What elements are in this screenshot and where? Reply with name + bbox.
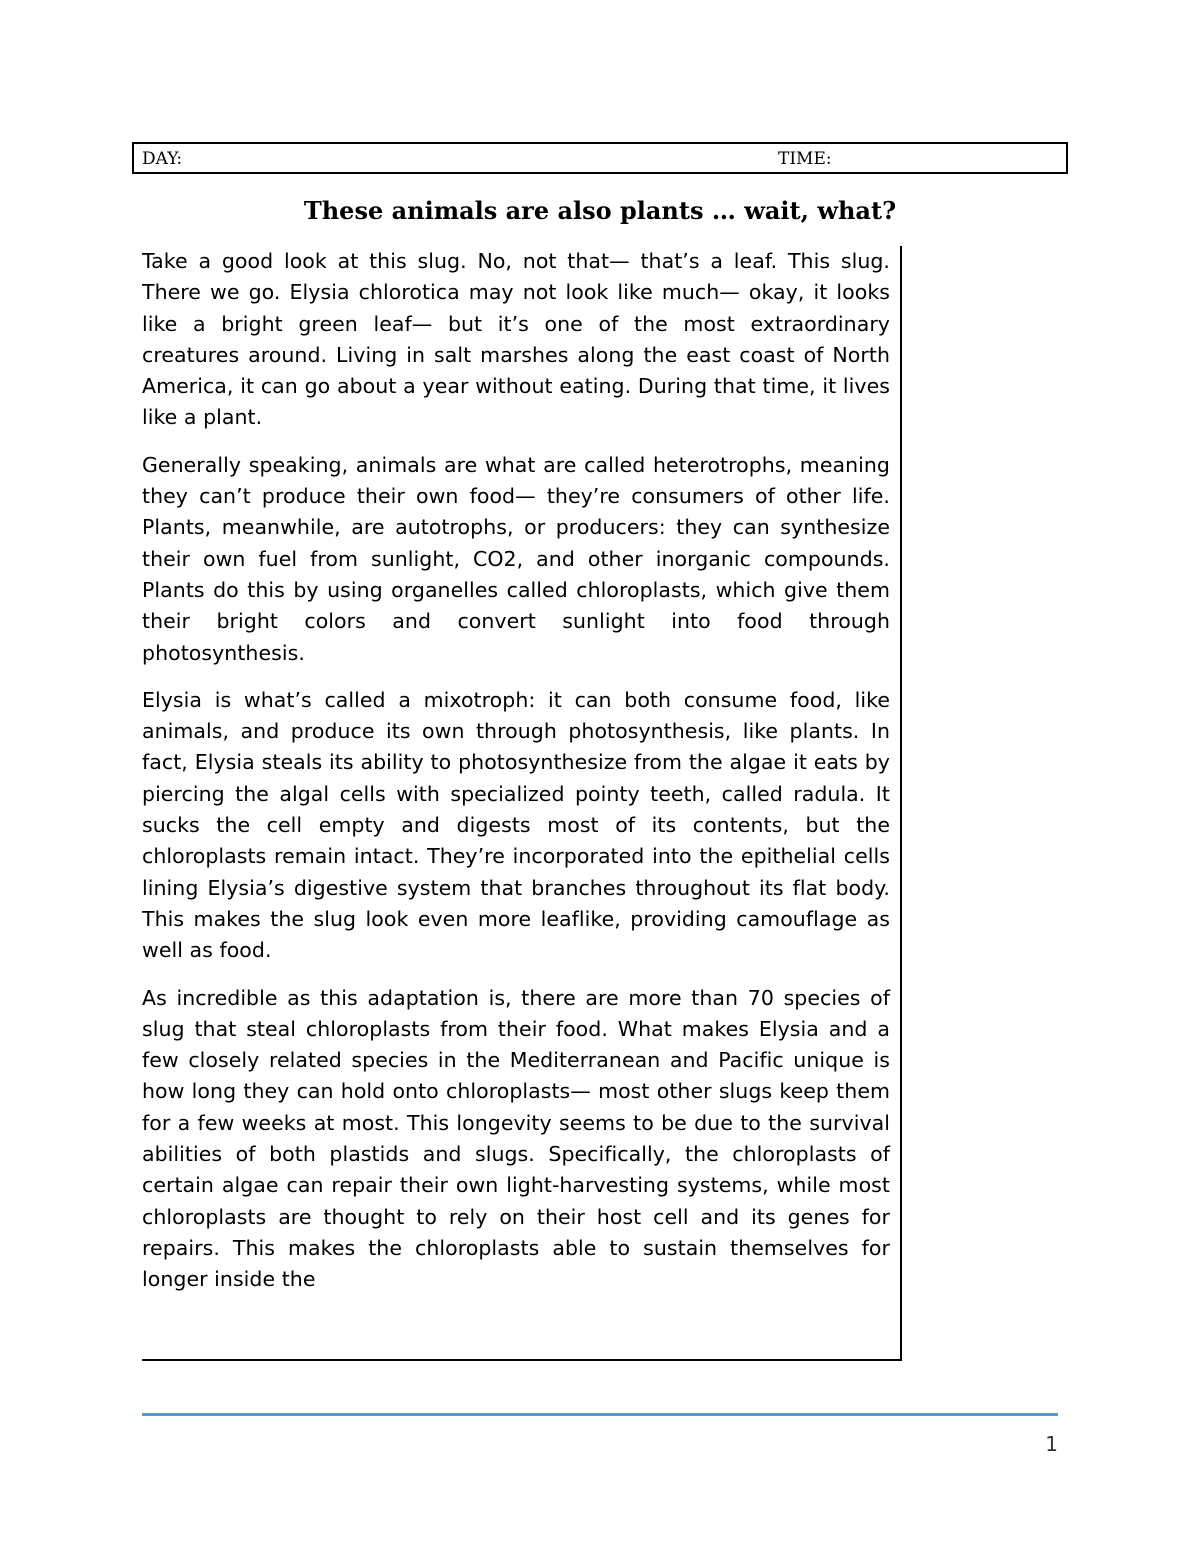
day-label: DAY:	[142, 149, 183, 169]
article-body	[142, 246, 902, 1361]
day-time-box	[132, 142, 1068, 174]
paragraph: Generally speaking, animals are what are called heterotrophs, meaning they can’t produce their own food— they’re consumers of other life. Plants, meanwhile, are autotrophs, or producers: they can synthesize their own fuel from sunlight, CO2, and other inorganic compounds. Plants do this by using organelles called chloroplasts, which give them their bright colors and convert sunlight into food through photosynthesis.	[142, 452, 890, 665]
paragraph: As incredible as this adaptation is, there are more than 70 species of slug that steal chloroplasts from their food. What makes Elysia and a few closely related species in the Mediterranean and Pacific unique is how long they can hold onto chloroplasts— most other slugs keep them for a few weeks at most. This longevity seems to be due to the survival abilities of both plastids and slugs. Specifically, the chloroplasts of certain algae can repair their own light-harvesting systems, while most chloroplasts are thought to rely on their host cell and its genes for repairs. This makes the chloroplasts able to sustain themselves for longer inside the	[142, 985, 890, 1292]
footer-divider	[142, 1413, 1058, 1416]
time-label: TIME:	[778, 149, 832, 169]
paragraph: Elysia is what’s called a mixotroph: it can both consume food, like animals, and produce its own through photosynthesis, like plants. In fact, Elysia steals its ability to photosynthesize from the algae it eats by piercing the algal cells with specialized pointy teeth, called radula. It sucks the cell empty and digests most of its contents, but the chloroplasts remain intact. They’re incorporated into the epithelial cells lining Elysia’s digestive system that branches throughout its flat body. This makes the slug look even more leaflike, providing camouflage as well as food.	[142, 687, 890, 963]
page-number: 1	[1045, 1432, 1058, 1456]
article-title: These animals are also plants … wait, what?	[303, 196, 897, 225]
paragraph: Take a good look at this slug. No, not that— that’s a leaf. This slug. There we go. Elysia chlorotica may not look like much— okay, it looks like a bright green leaf— but it’s one of the most extraordinary creatures around. Living in salt marshes along the east coast of North America, it can go about a year without eating. During that time, it lives like a plant.	[142, 249, 890, 430]
